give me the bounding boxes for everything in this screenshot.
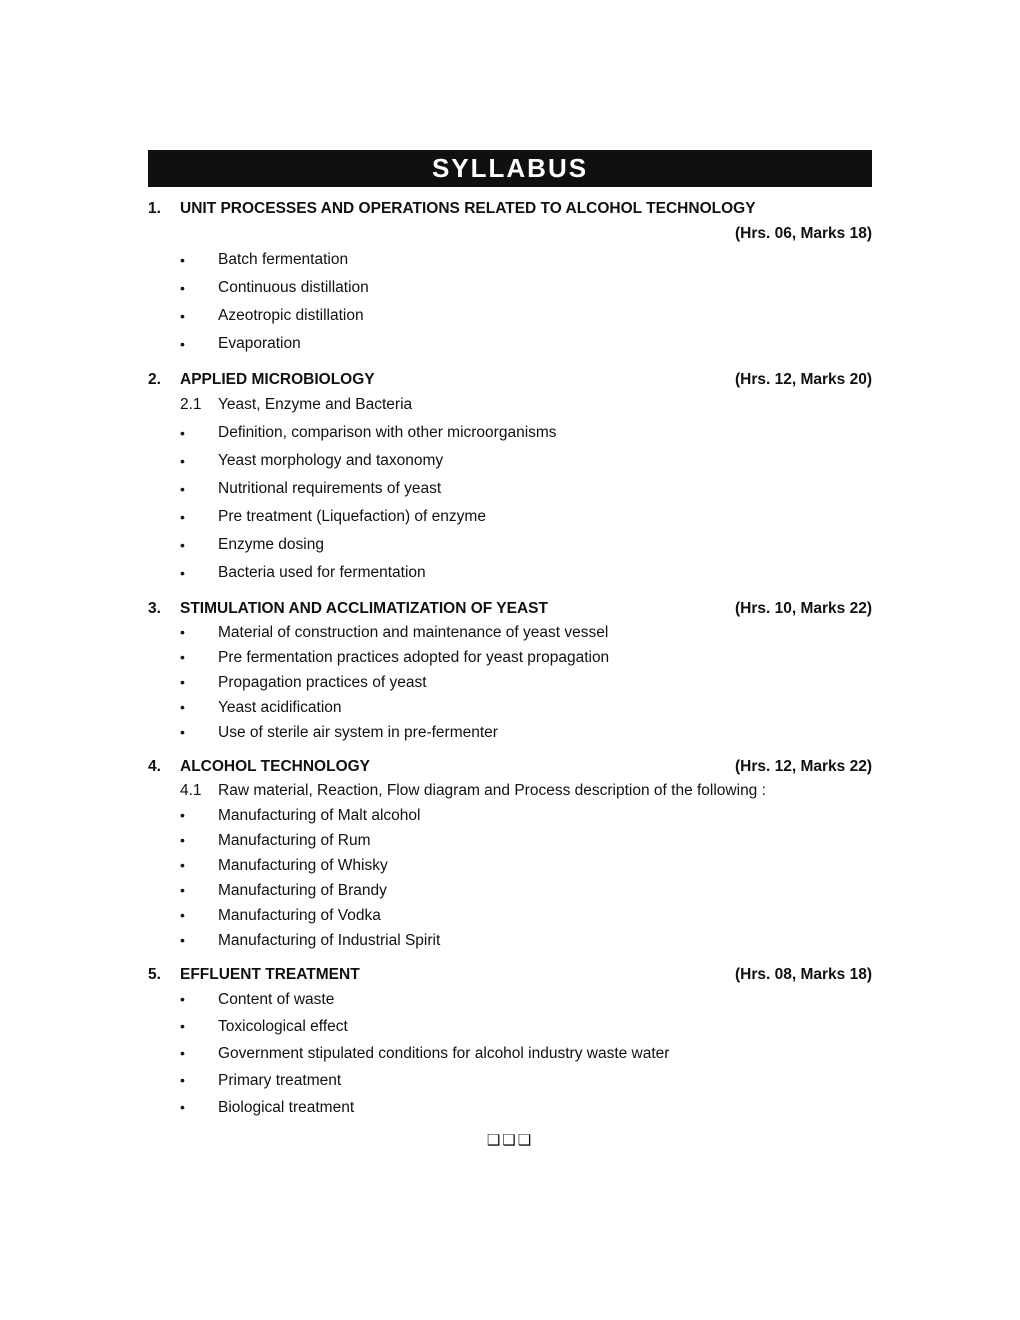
section-credit: (Hrs. 06, Marks 18) (735, 225, 872, 242)
bullet-icon: • (180, 649, 185, 665)
section-credit: (Hrs. 12, Marks 22) (735, 758, 872, 775)
section-heading (148, 369, 872, 391)
list-item-text: Primary treatment (218, 1072, 342, 1089)
list-item (180, 695, 872, 720)
bullet-icon: • (180, 336, 185, 352)
list-item (180, 928, 872, 953)
section-title: STIMULATION AND ACCLIMATIZATION OF YEAST (180, 600, 548, 617)
list-item (180, 903, 872, 928)
subsection-number: 2.1 (180, 396, 202, 413)
list-item (180, 274, 872, 302)
list-item-text: Manufacturing of Vodka (218, 907, 381, 924)
section-number: 1. (148, 200, 161, 217)
list-item-text: Manufacturing of Rum (218, 832, 371, 849)
section-number: 4. (148, 758, 161, 775)
list-item (180, 1013, 872, 1040)
list-item-text: Yeast acidification (218, 699, 342, 716)
section-heading (148, 756, 872, 778)
list-item (180, 986, 872, 1013)
subsection-row (180, 391, 872, 419)
subsection-text: Raw material, Reaction, Flow diagram and Process description of the following : (218, 782, 766, 799)
list-item (180, 670, 872, 695)
bullet-icon: • (180, 1018, 185, 1034)
list-item-text: Bacteria used for fermentation (218, 564, 426, 581)
list-item-text: Enzyme dosing (218, 536, 324, 553)
section-number: 2. (148, 371, 161, 388)
list-item (180, 720, 872, 745)
bullet-icon: • (180, 565, 185, 581)
list-item (180, 620, 872, 645)
bullet-icon: • (180, 453, 185, 469)
bullet-icon: • (180, 932, 185, 948)
section-heading (148, 598, 872, 620)
list-item (180, 878, 872, 903)
list-item-text: Government stipulated conditions for alcohol industry waste water (218, 1045, 670, 1062)
list-item (180, 645, 872, 670)
list-item-text: Definition, comparison with other microorganisms (218, 424, 557, 441)
list-item (180, 302, 872, 330)
list-item-text: Use of sterile air system in pre-fermenter (218, 724, 498, 741)
section-title: UNIT PROCESSES AND OPERATIONS RELATED TO ALCOHOL TECHNOLOGY (180, 200, 756, 217)
list-item-text: Manufacturing of Industrial Spirit (218, 932, 441, 949)
list-item (180, 246, 872, 274)
list-item-text: Manufacturing of Whisky (218, 857, 388, 874)
section-number: 3. (148, 600, 161, 617)
section-alcohol-technology (148, 756, 872, 953)
list-item (180, 419, 872, 447)
section-credit: (Hrs. 10, Marks 22) (735, 600, 872, 617)
section-applied-microbiology (148, 369, 872, 587)
list-item (180, 1094, 872, 1121)
list-item-text: Evaporation (218, 335, 301, 352)
bullet-icon: • (180, 724, 185, 740)
bullet-icon: • (180, 1072, 185, 1088)
list-item (180, 1067, 872, 1094)
list-item-text: Manufacturing of Malt alcohol (218, 807, 421, 824)
list-item (180, 1040, 872, 1067)
syllabus-content (148, 150, 872, 1149)
bullet-icon: • (180, 624, 185, 640)
subsection-number: 4.1 (180, 782, 202, 799)
bullet-icon: • (180, 308, 185, 324)
section-number: 5. (148, 966, 161, 983)
subsection-text: Yeast, Enzyme and Bacteria (218, 396, 413, 413)
list-item-text: Nutritional requirements of yeast (218, 480, 442, 497)
section-credit: (Hrs. 08, Marks 18) (735, 966, 872, 983)
end-of-section-icon: ❑❑❑ (486, 1132, 534, 1149)
list-item-text: Manufacturing of Brandy (218, 882, 387, 899)
section-stimulation-acclimatization (148, 598, 872, 745)
list-item (180, 503, 872, 531)
bullet-icon: • (180, 882, 185, 898)
list-item-text: Content of waste (218, 991, 335, 1008)
list-item (180, 559, 872, 587)
bullet-icon: • (180, 832, 185, 848)
section-unit-processes (148, 198, 872, 358)
list-item-text: Batch fermentation (218, 251, 349, 268)
list-item-text: Yeast morphology and taxonomy (218, 452, 444, 469)
bullet-icon: • (180, 991, 185, 1007)
section-effluent-treatment (148, 964, 872, 1121)
bullet-icon: • (180, 1045, 185, 1061)
section-title: EFFLUENT TREATMENT (180, 966, 360, 983)
list-item (180, 475, 872, 503)
section-heading (148, 198, 872, 220)
bullet-icon: • (180, 907, 185, 923)
subsection-row (180, 778, 872, 803)
list-item-text: Azeotropic distillation (218, 307, 364, 324)
bullet-icon: • (180, 252, 185, 268)
list-item (180, 853, 872, 878)
list-item (180, 447, 872, 475)
bullet-icon: • (180, 807, 185, 823)
list-item (180, 531, 872, 559)
list-item-text: Propagation practices of yeast (218, 674, 427, 691)
section-credit: (Hrs. 12, Marks 20) (735, 371, 872, 388)
list-item (180, 330, 872, 358)
page-title: SYLLABUS (148, 150, 872, 187)
section-heading (148, 964, 872, 986)
bullet-icon: • (180, 537, 185, 553)
bullet-icon: • (180, 857, 185, 873)
bullet-icon: • (180, 280, 185, 296)
section-title: ALCOHOL TECHNOLOGY (180, 758, 371, 775)
list-item-text: Pre fermentation practices adopted for yeast propagation (218, 649, 610, 666)
bullet-icon: • (180, 481, 185, 497)
bullet-icon: • (180, 1099, 185, 1115)
list-item (180, 803, 872, 828)
bullet-icon: • (180, 699, 185, 715)
list-item-text: Continuous distillation (218, 279, 369, 296)
bullet-icon: • (180, 425, 185, 441)
bullet-icon: • (180, 509, 185, 525)
list-item-text: Material of construction and maintenance of yeast vessel (218, 624, 609, 641)
bullet-icon: • (180, 674, 185, 690)
list-item (180, 828, 872, 853)
section-title: APPLIED MICROBIOLOGY (180, 371, 375, 388)
list-item-text: Biological treatment (218, 1099, 355, 1116)
list-item-text: Pre treatment (Liquefaction) of enzyme (218, 508, 486, 525)
list-item-text: Toxicological effect (218, 1018, 348, 1035)
